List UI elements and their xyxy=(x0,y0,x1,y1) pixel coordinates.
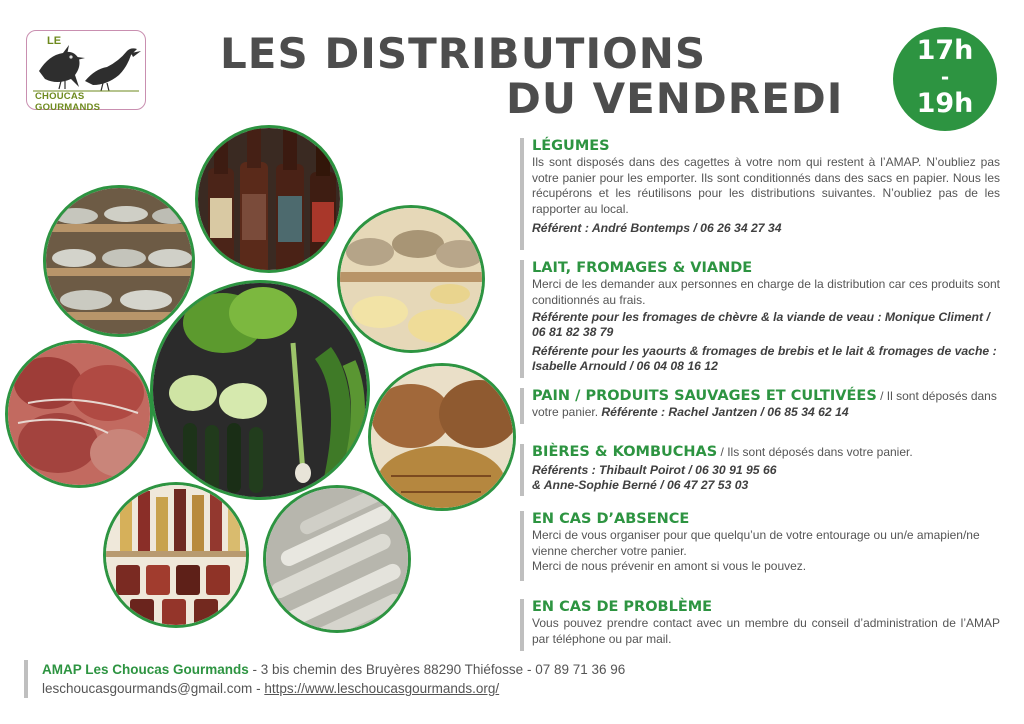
time-separator: - xyxy=(940,65,950,89)
footer-website-link[interactable]: https://www.leschoucasgourmands.org/ xyxy=(264,681,500,696)
section-note: / Il sont déposés dans votre panier. xyxy=(532,389,997,419)
section-title: EN CAS DE PROBLÈME xyxy=(532,599,713,615)
logo-prefix: LE xyxy=(47,35,62,47)
time-start: 17h xyxy=(916,35,974,66)
section-legumes xyxy=(520,138,1000,250)
photo-preserves-jars xyxy=(103,482,249,628)
photo-beer-bottles xyxy=(195,125,343,273)
section-body: Merci de vous organiser pour que quelqu’un de votre entourage ou un/e amapien/ne vienne chercher votre panier. xyxy=(532,528,980,558)
photo-vegetables xyxy=(150,280,370,500)
referent: Référente pour les fromages de chèvre & la viande de veau : Monique Climent / 06 81 82 38 79 xyxy=(532,310,990,339)
referent: Référente : Rachel Jantzen / 06 85 34 62 14 xyxy=(601,405,849,419)
referent: & Anne-Sophie Berné / 06 47 27 53 03 xyxy=(532,478,749,492)
section-title: EN CAS D’ABSENCE xyxy=(532,511,690,527)
section-probleme xyxy=(520,599,1000,651)
section-title: LAIT, FROMAGES & VIANDE xyxy=(532,260,753,276)
section-title: LÉGUMES xyxy=(532,138,610,154)
section-title: PAIN / PRODUITS SAUVAGES ET CULTIVÉES xyxy=(532,388,877,404)
section-lait-fromages-viande xyxy=(520,260,1000,378)
time-badge xyxy=(893,27,997,131)
photo-bread xyxy=(368,363,516,511)
photo-goat-cheese-logs xyxy=(263,485,411,633)
section-bieres xyxy=(520,444,1000,496)
section-line xyxy=(532,444,1000,461)
photo-cheese-wheels xyxy=(337,205,485,353)
footer-address: - 3 bis chemin des Bruyères 88290 Thiéfosse - 07 89 71 36 96 xyxy=(248,662,626,677)
photo-tommes-on-shelves xyxy=(43,185,195,337)
footer-contact xyxy=(24,660,1000,698)
referent: Référente pour les yaourts & fromages de brebis et le lait & fromages de vache : Isabelle Arnould / 06 04 08 16 12 xyxy=(532,344,997,373)
page-title-line2: DU VENDREDI xyxy=(506,74,844,123)
section-absence xyxy=(520,511,1000,581)
section-line xyxy=(532,388,1000,421)
photo-meat xyxy=(5,340,153,488)
section-body: Merci de les demander aux personnes en charge de la distribution car ces produits sont conditionnés au frais. xyxy=(532,277,1000,307)
section-pain xyxy=(520,388,1000,424)
section-title: BIÈRES & KOMBUCHAS xyxy=(532,444,718,460)
logo-name: CHOUCAS GOURMANDS xyxy=(35,91,101,113)
footer-org-name: AMAP Les Choucas Gourmands xyxy=(42,662,249,677)
section-note: / Ils sont déposés dans votre panier. xyxy=(717,445,913,459)
footer-line2 xyxy=(42,679,1000,698)
page-title-line1: LES DISTRIBUTIONS xyxy=(220,29,707,78)
section-body: Vous pouvez prendre contact avec un membre du conseil d’administration de l’AMAP par téléphone ou par mail. xyxy=(532,616,1000,646)
section-body: Merci de nous prévenir en amont si vous le pouvez. xyxy=(532,559,807,573)
referent: Référent : André Bontemps / 06 26 34 27 34 xyxy=(532,221,782,235)
association-logo xyxy=(26,30,146,113)
footer-separator: - xyxy=(252,681,265,696)
referent: Référents : Thibault Poirot / 06 30 91 95 66 xyxy=(532,463,777,477)
section-body: Ils sont disposés dans des cagettes à votre nom qui restent à l’AMAP. N’oubliez pas votre panier pour les emporter. Ils sont conditionnés dans des sacs en papier. Nous les récupérons et les réutilisons pour les distributions suivantes. N’oubliez pas de les rapporter au local. xyxy=(532,155,1000,216)
footer-email[interactable]: leschoucasgourmands@gmail.com xyxy=(42,681,253,696)
footer-line1 xyxy=(42,660,1000,679)
time-end: 19h xyxy=(916,88,974,119)
